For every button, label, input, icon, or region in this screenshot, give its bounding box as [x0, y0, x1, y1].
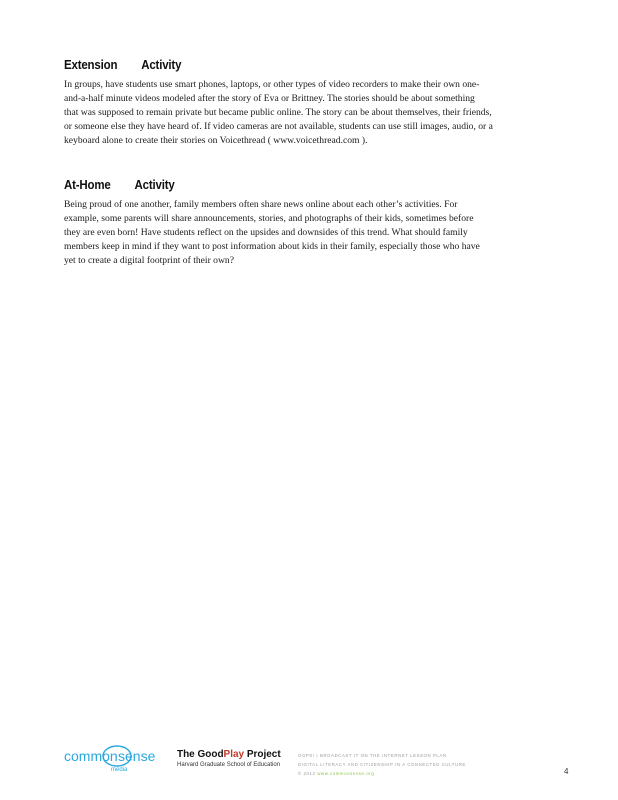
at-home-activity-text — [64, 198, 524, 268]
copyright-text: © 2012 — [298, 771, 318, 776]
lesson-title-meta: OOPS! I BROADCAST IT ON THE INTERNET LESSON PLAN — [298, 753, 447, 758]
heading-word: Extension — [64, 58, 118, 72]
text-line: and-a-half minute videos modeled after the story of Eva or Brittney. The stories should be about something — [64, 93, 475, 104]
logo-sense-text: sense — [118, 748, 156, 764]
heading-word: At-Home — [64, 178, 111, 192]
good-play-project-title — [177, 748, 281, 760]
extension-activity-heading — [64, 58, 487, 72]
text-line: or someone else they have heard of. If video cameras are not available, students can use still images, audio, or a — [64, 121, 493, 132]
heading-word: Activity — [134, 178, 175, 192]
title-part: The Good — [177, 748, 224, 760]
text-line: they are even born! Have students reflect on the upsides and downsides of this trend. What should family — [64, 227, 468, 238]
extension-activity-section — [64, 58, 524, 148]
text-line: keyboard alone to create their stories on Voicethread ( www.voicethread.com ). — [64, 135, 368, 146]
copyright-meta — [298, 771, 374, 776]
title-part: Play — [223, 748, 245, 760]
good-play-project-subtitle: Harvard Graduate School of Education — [177, 762, 281, 768]
heading-word: Activity — [141, 58, 182, 72]
text-line: In groups, have students use smart phones, laptops, or other types of video recorders to make their own one- — [64, 79, 480, 90]
logo-common-text: common — [64, 748, 118, 764]
text-line: example, some parents will share announcements, stories, and photographs of their kids, sometimes before — [64, 213, 474, 224]
text-line: members keep in mind if they want to post information about kids in their family, especially those who have — [64, 241, 480, 252]
extension-activity-text — [64, 78, 524, 148]
text-line: that was supposed to remain private but became public online. The story can be about themselves, their friends, — [64, 107, 492, 118]
logo-media-text: media — [111, 767, 128, 773]
course-title-meta: DIGITAL LITERACY AND CITIZENSHIP IN A CONNECTED CULTURE — [298, 762, 466, 767]
text-line: Being proud of one another, family members often share news online about each other’s activities. For — [64, 199, 458, 210]
text-line: yet to create a digital footprint of their own? — [64, 255, 234, 266]
page-number: 4 — [564, 767, 569, 776]
at-home-activity-heading — [64, 178, 487, 192]
common-sense-media-logo — [64, 744, 164, 774]
page-footer — [0, 742, 618, 782]
at-home-activity-section — [64, 178, 524, 268]
website-link[interactable]: www.commonsense.org — [317, 771, 375, 776]
title-part: Project — [244, 748, 281, 760]
